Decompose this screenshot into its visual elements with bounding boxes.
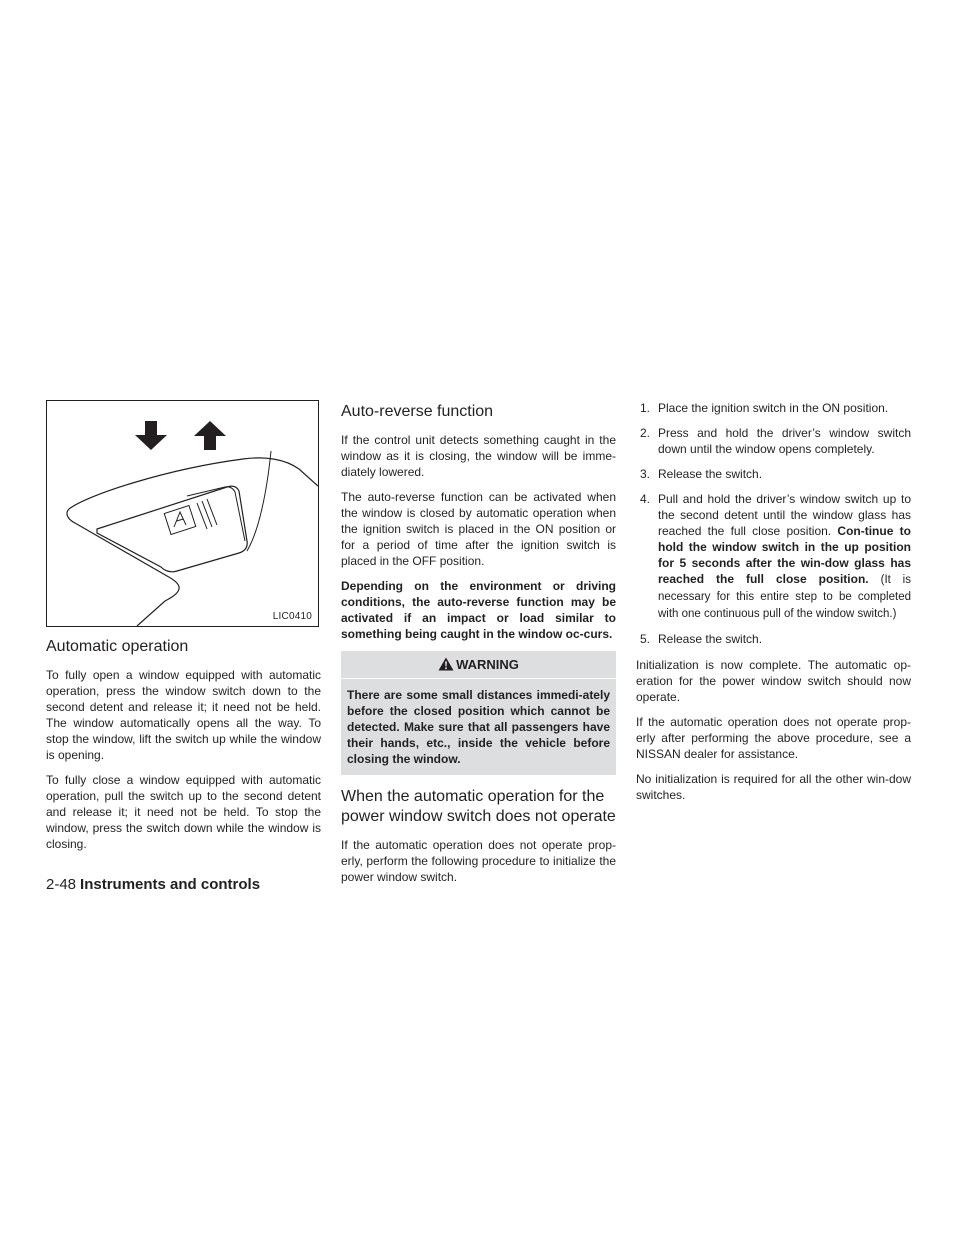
- step-item: [636, 631, 911, 647]
- initialization-steps: [636, 400, 911, 647]
- step-number: 3.: [640, 467, 651, 481]
- step-number: 4.: [640, 492, 651, 506]
- warning-label: WARNING: [456, 657, 519, 672]
- step-number: 5.: [640, 632, 651, 646]
- paragraph-other-switches: No initialization is required for all the other win-dow switches.: [636, 772, 911, 802]
- warning-icon: [438, 657, 454, 671]
- step-text: Press and hold the driver’s window switch down until the window opens completely.: [658, 426, 911, 456]
- step-emphasis: Con-tinue to hold the window switch in the up position for 5 seconds after the win-dow glass has reached the full close position.: [658, 524, 911, 586]
- window-switch-figure: [46, 400, 319, 627]
- paragraph-initialization-complete: Initialization is now complete. The automatic op-eration for the power window switch should now operate.: [636, 658, 911, 704]
- page-number: 2-48: [46, 876, 77, 893]
- figure-code: LIC0410: [272, 611, 312, 622]
- step-text: Release the switch.: [658, 467, 763, 481]
- page-footer: [46, 876, 260, 893]
- step-item: [636, 466, 911, 482]
- paragraph-see-dealer: If the automatic operation does not operate prop-erly after performing the above procedure, see a NISSAN dealer for assistance.: [636, 715, 911, 761]
- warning-box: [341, 651, 616, 775]
- step-item: [636, 425, 911, 457]
- step-text: Place the ignition switch in the ON position.: [658, 401, 889, 415]
- column-3: [636, 400, 911, 812]
- heading-automatic-not-operate: When the automatic operation for the power window switch does not operate: [341, 788, 616, 825]
- step-text: Release the switch.: [658, 632, 763, 646]
- warning-text: There are some small distances immedi-ately before the closed position which cannot be detected. Make sure that all passengers have their hands, etc., inside the vehicle before closing the window.: [347, 688, 610, 766]
- step-number: 1.: [640, 401, 651, 415]
- warning-header: [341, 651, 616, 679]
- step-number: 2.: [640, 426, 651, 440]
- column-1: [46, 400, 321, 861]
- heading-auto-reverse: Auto-reverse function: [341, 403, 494, 420]
- section-title: Instruments and controls: [80, 876, 261, 893]
- paragraph-initialize-intro: If the automatic operation does not operate prop-erly, perform the following procedure to initialize the power window switch.: [341, 838, 616, 884]
- paragraph-auto-open: To fully open a window equipped with automatic operation, press the window switch down to the second detent and release it; it need not be held. The window automatically opens all the way. To stop the window, lift the switch up while the window is opening.: [46, 668, 321, 762]
- paragraph-auto-close: To fully close a window equipped with automatic operation, pull the switch up to the second detent and release it; it need not be held. To stop the window, press the switch down while the window is closing.: [46, 773, 321, 851]
- step-note: (It is necessary for this entire step to be completed with one continuous pull of the window switch.): [658, 574, 911, 620]
- column-2: [341, 400, 616, 894]
- step-text: Pull and hold the driver’s window switch up to the second detent until the window glass has reached the full close position.: [658, 492, 911, 538]
- step-item: [636, 491, 911, 622]
- paragraph-auto-reverse-1: If the control unit detects something caught in the window as it is closing, the window will be imme-diately lowered.: [341, 433, 616, 479]
- window-switch-illustration: [47, 401, 318, 626]
- paragraph-auto-reverse-2: The auto-reverse function can be activated when the window is closed by automatic operation when the ignition switch is placed in the ON position or for a period of time after the ignition switch is placed in the OFF position.: [341, 490, 616, 568]
- heading-automatic-operation: Automatic operation: [46, 638, 189, 655]
- step-item: [636, 400, 911, 416]
- arrow-up-icon: [194, 421, 226, 450]
- paragraph-auto-reverse-3: Depending on the environment or driving conditions, the auto-reverse function may be activated if an impact or load similar to something being caught in the window oc-curs.: [341, 579, 616, 641]
- arrow-down-icon: [135, 421, 167, 450]
